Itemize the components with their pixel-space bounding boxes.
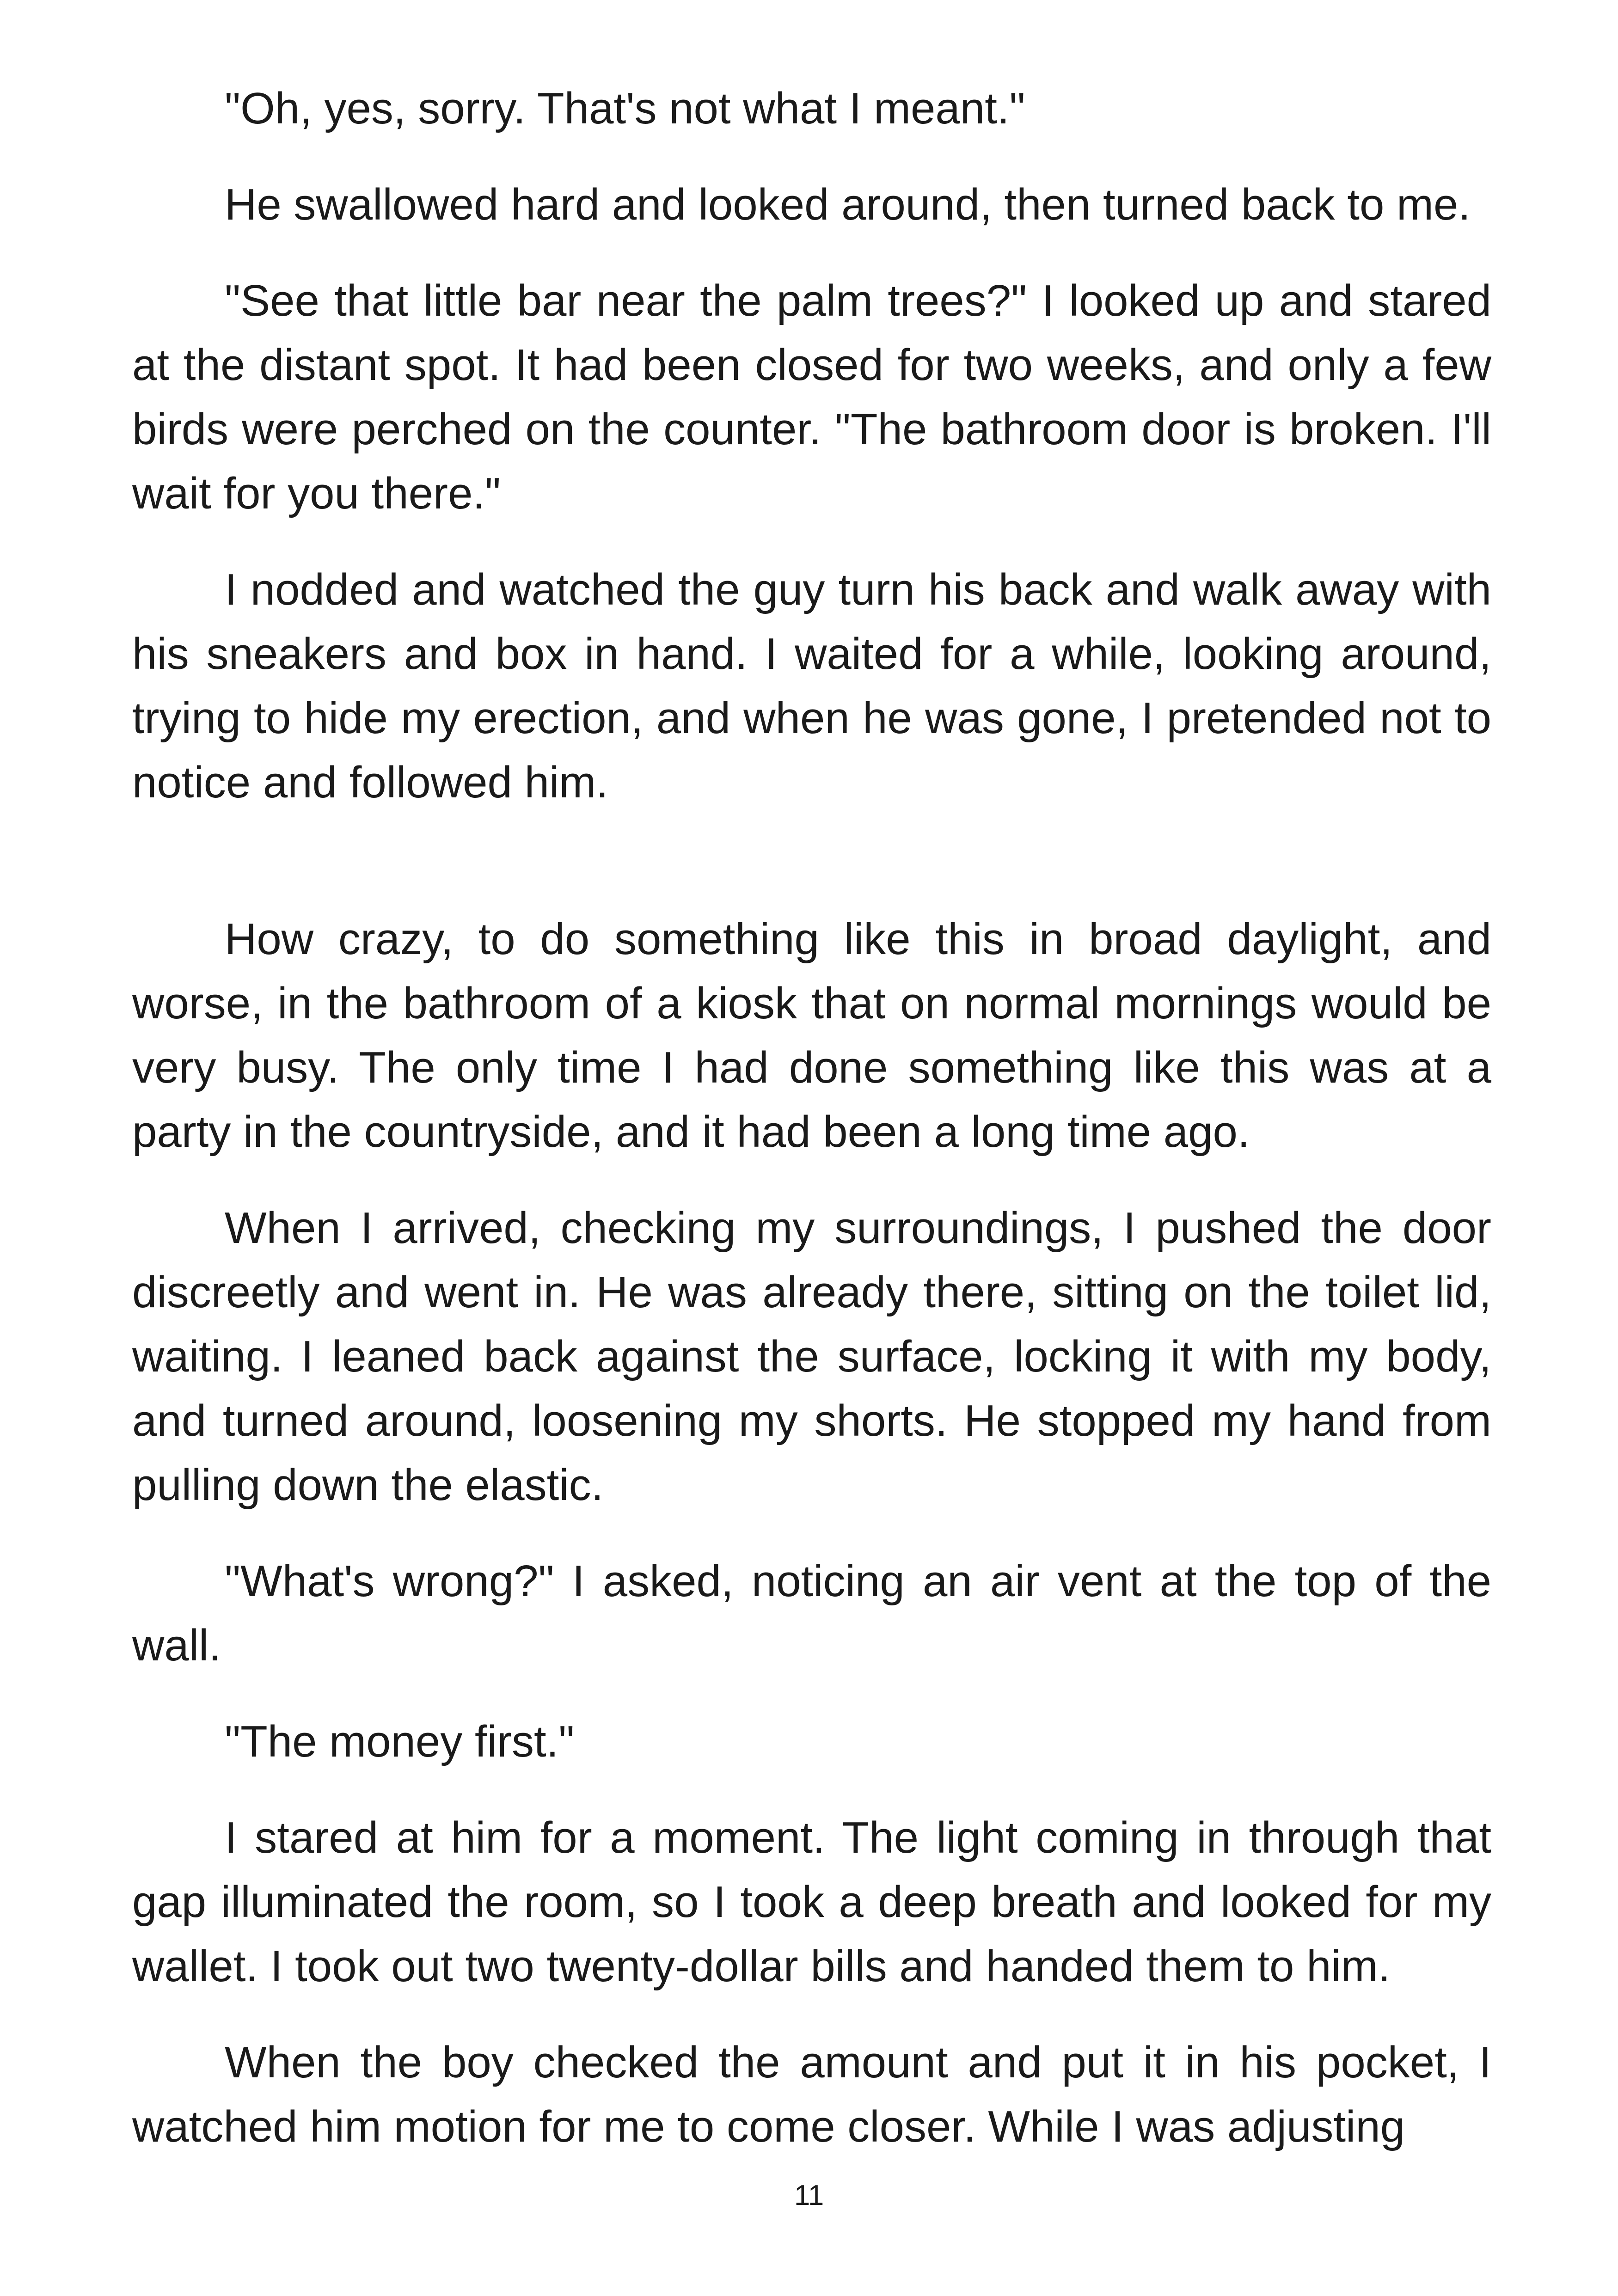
page-body	[132, 76, 1491, 2191]
paragraph-2: He swallowed hard and looked around, then turned back to me.	[225, 180, 1471, 229]
paragraph-4: I nodded and watched the guy turn his back and walk away with his sneakers and box in hand. I waited for a while, looking around, trying to hide my erection, and when he was gone, I pretended not to notice and followed him.	[132, 565, 1491, 807]
paragraph-1: "Oh, yes, sorry. That's not what I meant."	[225, 84, 1025, 133]
paragraph-8: "The money first."	[225, 1717, 575, 1766]
paragraph-6: When I arrived, checking my surroundings, I pushed the door discreetly and went in. He was already there, sitting on the toilet lid, waiting. I leaned back against the surface, locking it with my body, and turned around, loosening my shorts. He stopped my hand from pulling down the elastic.	[132, 1203, 1491, 1510]
paragraph-7: "What's wrong?" I asked, noticing an air vent at the top of the wall.	[132, 1556, 1491, 1670]
paragraph-9: I stared at him for a moment. The light coming in through that gap illuminated the room, so I took a deep breath and looked for my wallet. I took out two twenty-dollar bills and handed them to him.	[132, 1813, 1491, 1991]
page-number: 11	[794, 2180, 824, 2211]
paragraph-3: "See that little bar near the palm trees?" I looked up and stared at the distant spot. It had been closed for two weeks, and only a few birds were perched on the counter. "The bathroom door is broken. I'll wait for you there."	[132, 276, 1491, 518]
paragraph-5: How crazy, to do something like this in broad daylight, and worse, in the bathroom of a kiosk that on normal mornings would be very busy. The only time I had done something like this was at a party in the countryside, and it had been a long time ago.	[132, 914, 1491, 1157]
paragraph-10: When the boy checked the amount and put it in his pocket, I watched him motion for me to come closer. While I was adjusting	[132, 2038, 1491, 2151]
